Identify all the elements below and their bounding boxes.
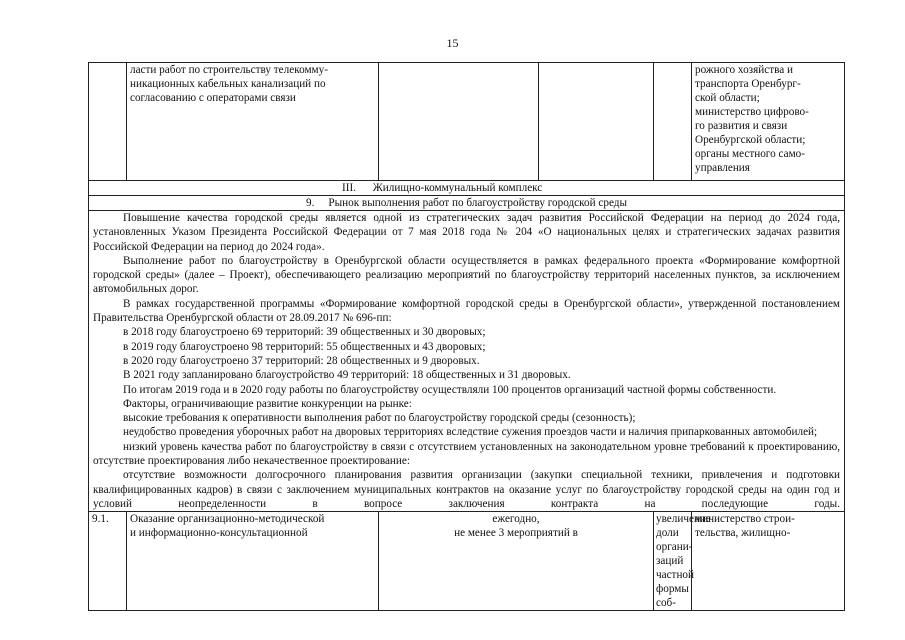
paragraph-2020: в 2020 году благоустроено 37 территорий: 28 общественных и 9 дворовых. (123, 354, 480, 367)
cell-extra (654, 63, 692, 181)
cell-result (539, 63, 654, 181)
paragraph-factor-cleaning: неудобство проведения уборочных работ на дворовых территориях вследствие сужения проездов части и наличия припаркованных автомобилей; (123, 426, 818, 439)
page-number: 15 (446, 36, 459, 50)
narrative-cell (89, 211, 845, 512)
cell-responsible: министерство строи- тельства, жилищно- (692, 512, 845, 611)
cell-timing (379, 63, 539, 181)
paragraph-factors-heading: Факторы, ограничивающие развитие конкуренции на рынке: (123, 397, 412, 410)
paragraph-2021: В 2021 году запланировано благоустройство 49 территорий: 18 общественных и 31 дворовых. (123, 369, 571, 382)
cell-measure: Оказание организационно-методической и информационно-консультационной (127, 512, 379, 611)
cell-timing: ежегодно, не менее 3 мероприятий в (379, 512, 654, 611)
narrative-row (89, 211, 845, 512)
subsection-heading-row (89, 196, 845, 211)
paragraph-factor-planning: отсутствие возможности долгосрочного планирования развития организации (закупки специальной техники, привлечения и подготовки квалифицированных кадров) в связи с заключением муниципальных контрактов на оказание услуг по благоустройству городской среды на один год и условий неопределенности в вопросе заключения контракта на последующие годы. (93, 469, 840, 510)
cell-number (89, 63, 127, 181)
paragraph-2019: в 2019 году благоустроено 98 территорий: 55 общественных и 43 дворовых; (123, 340, 486, 353)
table-row (89, 512, 845, 611)
table-row (89, 63, 845, 181)
paragraph-factor-seasonality: высокие требования к оперативности выполнения работ по благоустройству городской среды (сезонность); (123, 412, 636, 425)
subsection-heading (89, 196, 845, 211)
cell-measure: ласти работ по строительству телекомму- никационных кабельных канализаций по согласованию с операторами связи (127, 63, 379, 181)
cell-result: увеличение доли органи- заций частной формы соб- (654, 512, 692, 611)
section-title: Жилищно-коммунальный комплекс (372, 182, 543, 194)
paragraph-2018: в 2018 году благоустроено 69 территорий: 39 общественных и 30 дворовых; (123, 326, 486, 339)
cell-responsible: рожного хозяйства и транспорта Оренбург- ской области; министерство цифрово- го развития и связи Оренбургской области; органы местного само- управления (692, 63, 845, 181)
subsection-number: 9. (306, 197, 315, 209)
measures-table (88, 62, 845, 611)
section-heading-row (89, 181, 845, 196)
paragraph-national-goals: Повышение качества городской среды является одной из стратегических задач развития Российской Федерации на период до 2024 года, установленных Указом Президента Российской Федерации от 7 мая 2018 года № 204 «О национальных целях и стратегических задачах развития Российской Федерации на период до 2024 года». (93, 212, 840, 253)
paragraph-factor-quality: низкий уровень качества работ по благоустройству в связи с отсутствием установленных на законодательном уровне требований к проектированию, отсутствие проектирования либо некачественное проектирование: (93, 440, 840, 468)
subsection-title: Рынок выполнения работ по благоустройству городской среды (328, 197, 627, 209)
section-number: III. (342, 182, 356, 194)
paragraph-private-share: По итогам 2019 года и в 2020 году работы по благоустройству осуществляли 100 процентов организаций частной формы собственности. (123, 383, 777, 396)
cell-number: 9.1. (89, 512, 127, 611)
paragraph-state-program: В рамках государственной программы «Формирование комфортной городской среды в Оренбургской области», утвержденной постановлением Правительства Оренбургской области от 28.09.2017 № 696-пп: (93, 297, 840, 325)
section-heading (89, 181, 845, 196)
paragraph-federal-project: Выполнение работ по благоустройству в Оренбургской области осуществляется в рамках федерального проекта «Формирование комфортной городской среды» (далее – Проект), обеспечивающего реализацию мероприятий по благоустройству территорий населенных пунктов, за исключением автомобильных дорог. (93, 254, 840, 296)
